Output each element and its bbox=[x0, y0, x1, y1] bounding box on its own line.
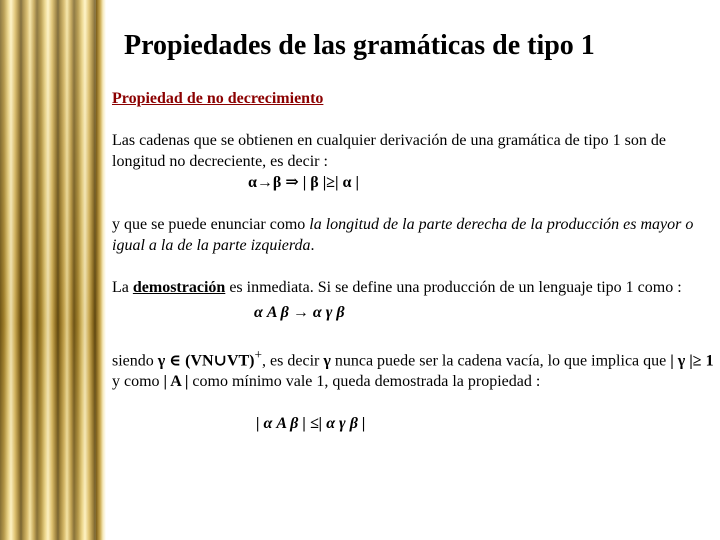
conclusion-a: siendo bbox=[112, 352, 158, 370]
formula-production bbox=[112, 302, 716, 323]
conclusion-d: y como bbox=[112, 373, 164, 391]
plus-superscript: + bbox=[254, 347, 263, 362]
section-heading: Propiedad de no decrecimiento bbox=[112, 90, 324, 107]
formula-non-decreasing: α→β ⇒ | β |≥| α | bbox=[248, 174, 359, 191]
paragraph-definition: Las cadenas que se obtienen en cualquier derivación de una gramática de tipo 1 son de longitud no decreciente, es decir : bbox=[112, 132, 666, 170]
paragraph-conclusion bbox=[112, 344, 716, 392]
slide-title: Propiedades de las gramáticas de tipo 1 bbox=[124, 30, 595, 61]
slide-content bbox=[112, 88, 716, 434]
gamma-set: γ ∈ (VN∪VT) bbox=[157, 352, 255, 370]
formula-production-text: α A β → α γ β bbox=[254, 304, 345, 321]
conclusion-e: como mínimo vale 1, queda demostrada la propiedad : bbox=[188, 373, 541, 391]
proof-keyword: demostración bbox=[132, 279, 226, 296]
proof-prefix: La bbox=[112, 279, 133, 296]
conclusion-b: , es decir bbox=[262, 352, 324, 370]
proof-suffix: es inmediata. Si se define una producción de un lenguaje tipo 1 como : bbox=[225, 279, 682, 296]
paragraph-statement bbox=[112, 214, 716, 256]
A-length: | A | bbox=[163, 373, 189, 391]
conclusion-c: nunca puede ser la cadena vacía, lo que implica que bbox=[330, 352, 671, 370]
statement-italic: la longitud de la parte derecha de la producción es mayor o igual a la de la parte izquierda bbox=[112, 216, 694, 254]
formula-conclusion-text: | α A β | ≤| α γ β | bbox=[256, 415, 366, 433]
gamma-symbol: γ bbox=[323, 352, 331, 370]
statement-prefix: y que se puede enunciar como bbox=[112, 216, 310, 233]
gamma-length: | γ |≥ 1 bbox=[670, 352, 714, 370]
decorative-border-edge bbox=[96, 0, 106, 540]
paragraph-proof bbox=[112, 277, 716, 298]
decorative-column-border bbox=[0, 0, 96, 540]
formula-conclusion bbox=[112, 413, 716, 434]
statement-suffix: . bbox=[310, 237, 315, 254]
